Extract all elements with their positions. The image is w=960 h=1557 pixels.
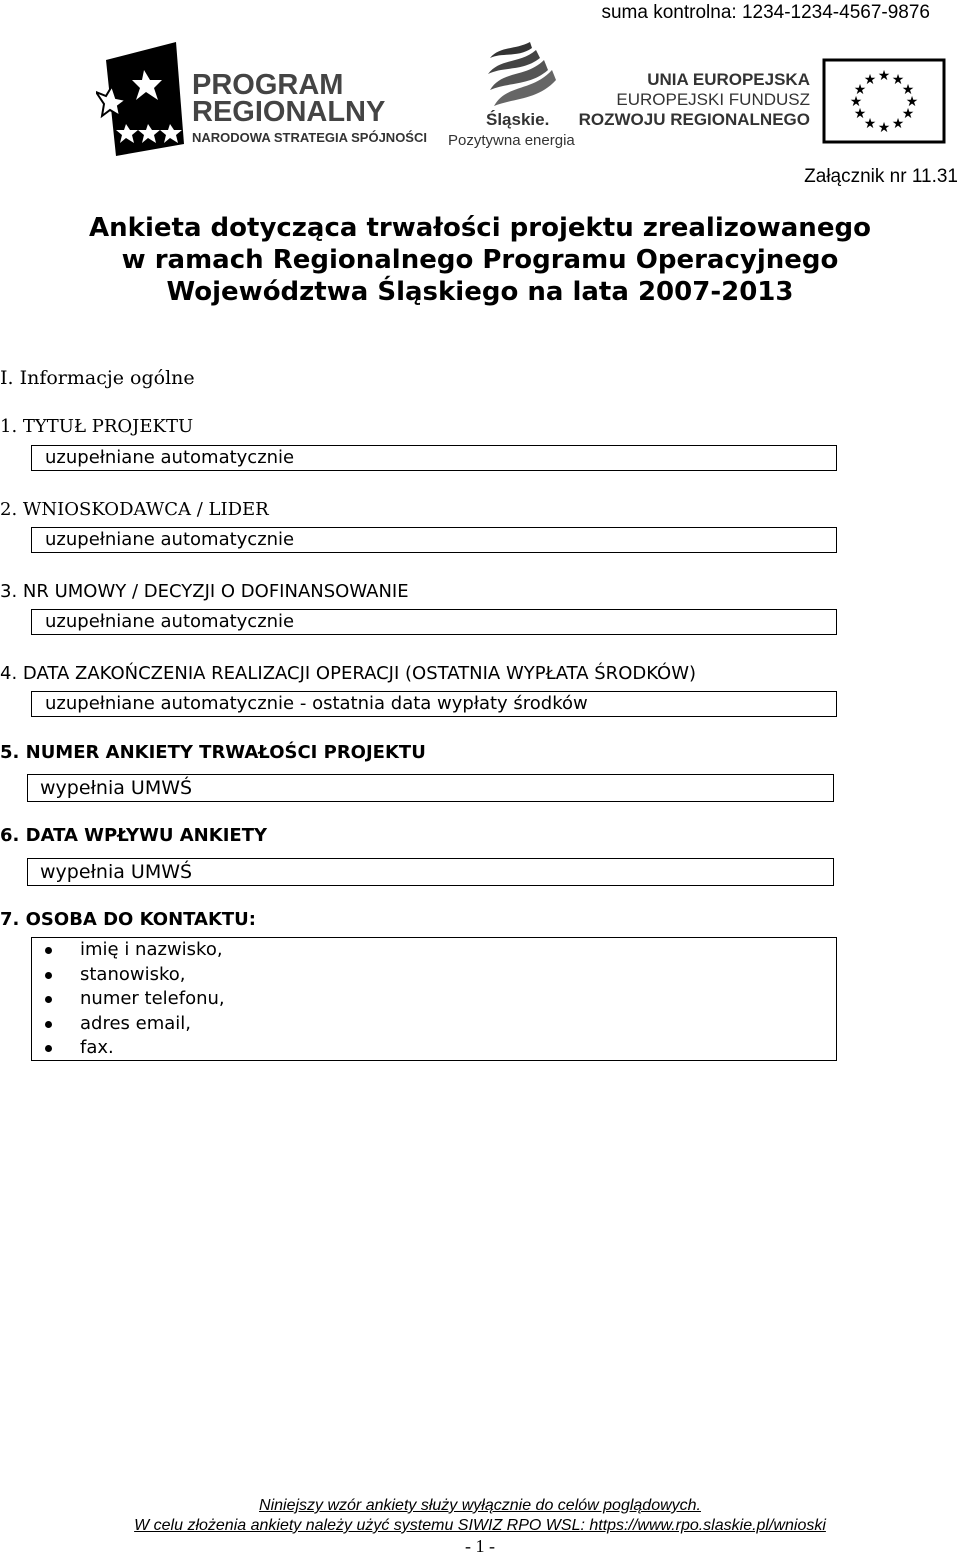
eu-logo-line3: ROZWOJU REGIONALNEGO: [578, 110, 810, 129]
program-logo-line1: PROGRAM: [192, 69, 344, 101]
contact-item-text: imię i nazwisko,: [80, 939, 223, 960]
title-line-2: w ramach Regionalnego Programu Operacyjnego: [121, 245, 839, 275]
contact-person-box[interactable]: [31, 937, 837, 1061]
program-regionalny-emblem-icon: [96, 40, 186, 158]
program-logo-line2: REGIONALNY: [192, 96, 386, 128]
eu-fund-logo: [578, 58, 946, 144]
bullet-icon: [45, 996, 52, 1003]
field-label-completion-date: 4. DATA ZAKOŃCZENIA REALIZACJI OPERACJI (OSTATNIA WYPŁATA ŚRODKÓW): [0, 663, 697, 684]
svg-text:★: ★: [877, 120, 891, 136]
page-number: - 1 -: [465, 1536, 495, 1556]
footer-system-link[interactable]: W celu złożenia ankiety należy użyć systemu SIWIZ RPO WSL: https://www.rpo.slaskie.pl/wnioski: [134, 1517, 826, 1534]
svg-text:★: ★: [849, 94, 863, 110]
svg-text:★: ★: [901, 82, 915, 98]
svg-text:★: ★: [863, 116, 877, 132]
eu-flag-icon: [822, 58, 946, 144]
title-line-1: Ankieta dotycząca trwałości projektu zrealizowanego: [89, 213, 871, 243]
contact-item-text: numer telefonu,: [80, 988, 225, 1009]
agreement-number-field[interactable]: uzupełniane automatycznie: [31, 609, 837, 635]
eu-logo-line2: EUROPEJSKI FUNDUSZ: [616, 90, 810, 109]
attachment-number: Załącznik nr 11.31: [804, 166, 958, 187]
contact-item-text: fax.: [80, 1037, 114, 1058]
applicant-field[interactable]: uzupełniane automatycznie: [31, 527, 837, 553]
survey-number-field[interactable]: wypełnia UMWŚ: [27, 774, 834, 802]
bullet-icon: [45, 947, 52, 954]
program-regionalny-logo: [96, 40, 426, 158]
bullet-icon: [45, 972, 52, 979]
field-label-agreement-number: 3. NR UMOWY / DECYZJI O DOFINANSOWANIE: [0, 581, 409, 602]
bullet-icon: [45, 1045, 52, 1052]
field-label-project-title: 1. TYTUŁ PROJEKTU: [0, 416, 194, 437]
slaskie-logo-line2: Pozytywna energia: [448, 132, 575, 149]
section-heading: I. Informacje ogólne: [0, 367, 195, 389]
receipt-date-field[interactable]: wypełnia UMWŚ: [27, 858, 834, 886]
svg-text:★: ★: [901, 106, 915, 122]
slaskie-waves-icon: [460, 40, 570, 112]
contact-item-text: stanowisko,: [80, 963, 186, 985]
document-title: [0, 212, 960, 308]
field-label-receipt-date: 6. DATA WPŁYWU ANKIETY: [0, 825, 268, 846]
footer-note: Niniejszy wzór ankiety służy wyłącznie do celów poglądowych.: [259, 1497, 701, 1514]
field-label-applicant: 2. WNIOSKODAWCA / LIDER: [0, 499, 269, 520]
program-logo-line3: NARODOWA STRATEGIA SPÓJNOŚCI: [192, 130, 427, 145]
project-title-field[interactable]: uzupełniane automatycznie: [31, 445, 837, 471]
svg-text:★: ★: [863, 72, 877, 88]
bullet-icon: [45, 1021, 52, 1028]
title-line-3: Województwa Śląskiego na lata 2007-2013: [166, 277, 794, 307]
completion-date-field[interactable]: uzupełniane automatycznie - ostatnia data wypłaty środków: [31, 691, 837, 717]
svg-text:★: ★: [877, 68, 891, 84]
contact-item-text: adres email,: [80, 1012, 191, 1034]
slaskie-logo: [446, 40, 586, 152]
svg-text:★: ★: [905, 94, 919, 110]
svg-text:★: ★: [891, 116, 905, 132]
field-label-contact-person: 7. OSOBA DO KONTAKTU:: [0, 909, 256, 930]
checksum-text: suma kontrolna: 1234-1234-4567-9876: [601, 2, 930, 23]
eu-logo-line1: UNIA EUROPEJSKA: [647, 70, 810, 89]
svg-text:★: ★: [853, 82, 867, 98]
svg-text:★: ★: [891, 72, 905, 88]
slaskie-logo-line1: Śląskie.: [486, 110, 550, 129]
field-label-survey-number: 5. NUMER ANKIETY TRWAŁOŚCI PROJEKTU: [0, 742, 426, 763]
svg-text:★: ★: [853, 106, 867, 122]
